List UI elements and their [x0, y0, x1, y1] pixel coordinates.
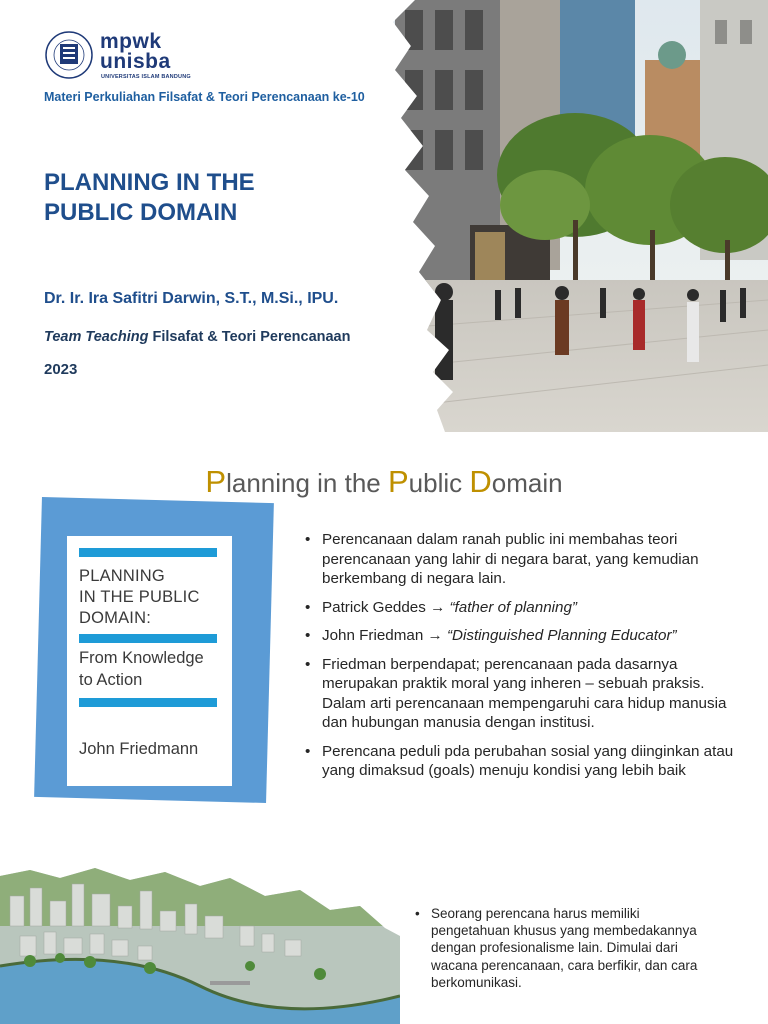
- bullet-text: Friedman berpendapat; perencanaan pada dasarnya merupakan praktik moral yang inheren – sebuah praksis. Dalam arti perencanaan mempengaruhi cara hidup manusia dan hubungan manusia dengan institusi.: [322, 655, 727, 731]
- team-teaching-italic: Team Teaching: [44, 329, 149, 345]
- logo-subtitle: UNIVERSITAS ISLAM BANDUNG: [101, 74, 191, 80]
- book-title: [79, 566, 200, 629]
- title-part: omain: [491, 468, 563, 498]
- book-subtitle-line: From Knowledge: [79, 649, 204, 667]
- book-title-line: IN THE PUBLIC: [79, 588, 200, 606]
- title-cap-p2: P: [387, 464, 409, 499]
- title-line-2: PUBLIC DOMAIN: [44, 199, 238, 226]
- slide-content: [0, 440, 768, 1024]
- bullet-list: [305, 530, 745, 790]
- aerial-city-image: [0, 866, 400, 1024]
- bullet-icon: •: [305, 655, 311, 673]
- slide-title-text: [44, 168, 255, 228]
- bullet-quote: “Distinguished Planning Educator”: [446, 627, 677, 644]
- book-title-line: DOMAIN:: [79, 609, 151, 627]
- bullet-text: Seorang perencana harus memiliki pengetahuan khusus yang membedakannya dengan profesionalisme lain. Dimulai dari wacana perencanaan, cara berfikir, dan cara berkomunikasi.: [431, 906, 698, 990]
- list-item: [305, 598, 745, 618]
- bullet-icon: •: [305, 742, 311, 760]
- year-label: 2023: [44, 361, 78, 378]
- book-stripe: [79, 634, 217, 643]
- bullet-text: Perencanaan dalam ranah public ini membahas teori perencanaan yang lahir di negara barat, yang kemudian berkembang di negara lain.: [322, 531, 699, 587]
- slide-title: [0, 0, 768, 432]
- bullet-list-bottom: [415, 905, 715, 991]
- book-cover: [67, 536, 232, 786]
- city-street-photo: [375, 0, 768, 432]
- bullet-icon: •: [415, 906, 420, 921]
- arrow-icon: →: [427, 627, 443, 644]
- book-stripe: [79, 548, 217, 557]
- team-teaching-line: [44, 329, 350, 345]
- book-stripe: [79, 698, 217, 707]
- course-label: Materi Perkuliahan Filsafat & Teori Perencanaan ke-10: [44, 90, 365, 104]
- list-item: [305, 655, 745, 733]
- slide2-title: [0, 464, 768, 500]
- title-cap-d: D: [469, 464, 492, 499]
- slide-divider: [0, 432, 768, 440]
- book-subtitle: [79, 647, 204, 691]
- bullet-icon: •: [305, 598, 311, 616]
- bullet-text: John Friedman: [322, 627, 428, 644]
- bullet-icon: •: [305, 627, 311, 644]
- logo-text-unisba: unisba: [100, 50, 171, 73]
- bullet-text: Patrick Geddes: [322, 598, 431, 616]
- logo-text-mpwk: mpwk: [100, 30, 162, 53]
- title-line-1: PLANNING IN THE: [44, 169, 255, 196]
- title-cap-p1: P: [205, 464, 227, 499]
- author-name: Dr. Ir. Ira Safitri Darwin, S.T., M.Si., IPU.: [44, 290, 339, 307]
- list-item: [305, 626, 745, 646]
- book-author: John Friedmann: [79, 740, 199, 758]
- mpwk-unisba-logo: [44, 30, 204, 90]
- list-item: [305, 530, 745, 589]
- book-subtitle-line: to Action: [79, 671, 143, 689]
- bullet-text: Perencana peduli pda perubahan sosial yang diinginkan atau yang dimaksud (goals) menuju kondisi yang lebih baik: [322, 742, 734, 779]
- university-seal-icon: [44, 30, 94, 80]
- list-item: [305, 742, 745, 781]
- bullet-icon: •: [305, 531, 311, 548]
- title-part: lanning in the: [226, 468, 388, 498]
- book-title-line: PLANNING: [79, 567, 165, 585]
- team-teaching-rest: Filsafat & Teori Perencanaan: [148, 329, 351, 345]
- bullet-quote: “father of planning”: [449, 598, 577, 616]
- list-item: [415, 905, 715, 991]
- title-part: ublic: [408, 468, 470, 498]
- arrow-icon: →: [430, 598, 446, 616]
